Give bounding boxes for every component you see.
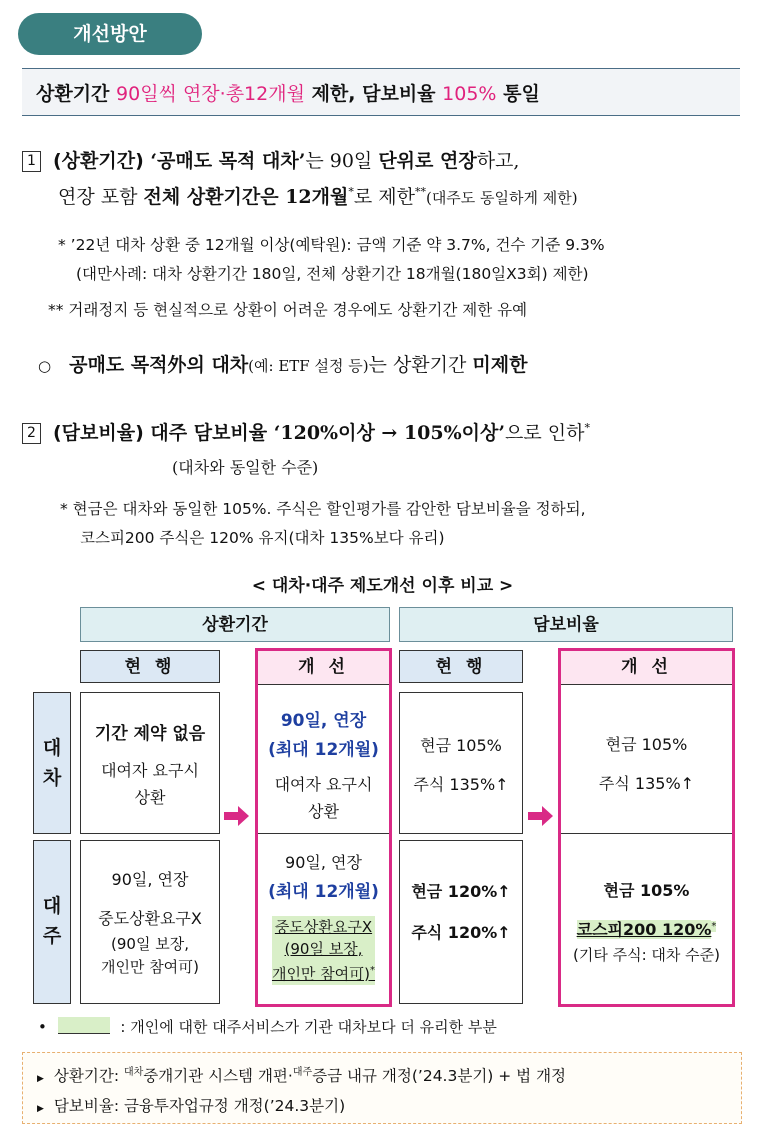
headline-part: 제한, 담보비율 [304, 83, 443, 105]
schedule-item [37, 1063, 566, 1086]
cell-borrowing-collateral-current [399, 840, 523, 1004]
cell-lending-repayment-new [258, 692, 389, 834]
schedule-box [22, 1052, 742, 1124]
item2-label: (담보비율) [53, 422, 151, 444]
item1-text: 는 90일 [305, 150, 379, 172]
cell-text: (90일 보장, [111, 935, 189, 953]
cell-text: 개인만 참여可) [100, 958, 200, 976]
circle-bullet: ○ [38, 357, 52, 375]
cell-borrowing-repayment-new [258, 840, 389, 1004]
triangle-bullet-icon: ▶ [37, 1104, 44, 1114]
row-label-borrowing [33, 840, 71, 1004]
circle-item-bold: 공매도 목적外의 대차 [69, 354, 249, 376]
cell-text: (최대 12개월) [268, 740, 379, 760]
row-label-text: 대주 [42, 895, 62, 947]
cell-text: 현금 105% [420, 736, 502, 755]
item1-text: 로 제한 [353, 186, 415, 208]
subheader-current-repayment: 현 행 [80, 650, 220, 683]
section-badge: 개선방안 [18, 13, 202, 55]
footnote-mark: * [711, 920, 717, 932]
item2-footnote1-cont: 코스피200 주식은 120% 유지(대차 135%보다 유리) [80, 529, 445, 547]
cell-lending-collateral-current [399, 692, 523, 834]
item2-footnote1: * 현금은 대차와 동일한 105%. 주식은 할인평가를 감안한 담보비율을 정하되, [60, 500, 586, 518]
headline-box [22, 68, 740, 116]
cell-text: (기타 주식: 대차 수준) [573, 946, 720, 964]
item1-text: 연장 포함 [58, 186, 144, 208]
cell-lending-repayment-current [80, 692, 220, 834]
item1-footnote1: * ’22년 대차 상환 중 12개월 이상(예탁원): 금액 기준 약 3.7%, 건수 기준 9.3% [58, 236, 605, 254]
item1-line1 [22, 146, 519, 173]
item-number-box: 2 [22, 423, 41, 444]
cell-text: (최대 12개월) [268, 882, 379, 902]
headline-text [36, 79, 540, 106]
item1-footnote1-cont: (대만사례: 대차 상환기간 180일, 전체 상환기간 18개월(180일X3회) 제한) [76, 265, 589, 283]
cell-text: 주식 120%↑ [411, 923, 511, 942]
cell-text: 상환 [134, 788, 166, 807]
item2-line1 [22, 418, 590, 445]
schedule-text: 증금 내규 개정(’24.3분기) + 법 개정 [312, 1067, 567, 1086]
cell-text: 현금 105% [605, 735, 688, 754]
headline-part: 통일 [496, 83, 540, 105]
subheader-current-collateral: 현 행 [399, 650, 523, 683]
item1-line2 [58, 182, 578, 209]
highlighted-text: 중도상환요구X [272, 916, 375, 938]
highlighted-text: 코스피200 120% [576, 920, 712, 939]
cell-text: 대여자 요구시 [274, 775, 373, 794]
cell-text: 기간 제약 없음 [94, 724, 206, 744]
subheader-new-collateral: 개 선 [561, 651, 732, 685]
cell-text: 중도상환요구X [98, 909, 202, 928]
row-label-lending [33, 692, 71, 834]
schedule-text: 중개기관 시스템 개편· [143, 1067, 293, 1086]
schedule-sup: 대주 [292, 1067, 313, 1078]
schedule-text: 담보비율: 금융투자업규정 개정(’24.3분기) [53, 1097, 346, 1115]
cell-lending-collateral-new [561, 692, 732, 834]
item2-text: 으로 인하 [504, 422, 585, 444]
item2-sub: (대차와 동일한 수준) [172, 458, 319, 477]
item1-bold: 단위로 연장 [378, 150, 477, 172]
item1-bold: 전체 상환기간은 12개월 [143, 186, 349, 208]
item1-footnote2: ** 거래정지 등 현실적으로 상환이 어려운 경우에도 상환기간 제한 유예 [48, 301, 528, 319]
legend-text: : 개인에 대한 대주서비스가 기관 대차보다 더 유리한 부분 [120, 1018, 497, 1036]
footnote-mark: * [370, 965, 376, 976]
circle-item-bold: 미제한 [472, 354, 528, 376]
item2-bold: 대주 담보비율 ‘120%이상 → 105%이상’ [150, 422, 505, 444]
headline-highlight: 105% [442, 83, 497, 105]
row-label-text: 대차 [42, 737, 62, 789]
cell-text: 현금 120%↑ [411, 882, 511, 901]
headline-highlight: 90일씩 연장·총12개월 [116, 83, 305, 105]
circle-item-text: 는 상환기간 [368, 354, 473, 376]
right-arrow-icon [528, 806, 554, 826]
highlighted-text: 개인만 참여可) [271, 965, 371, 983]
item1-note-inline: (대주도 동일하게 제한) [425, 189, 578, 207]
highlighted-text: (90일 보장, [272, 938, 375, 960]
category-header-collateral: 담보비율 [399, 607, 733, 642]
legend-swatch [58, 1017, 110, 1034]
schedule-item [37, 1094, 345, 1116]
triangle-bullet-icon: ▶ [37, 1074, 44, 1085]
headline-part: 상환기간 [36, 83, 117, 105]
cell-borrowing-collateral-new [561, 840, 732, 1004]
category-header-repayment: 상환기간 [80, 607, 390, 642]
item1-label: (상환기간) [53, 150, 151, 172]
footnote-mark: * [584, 421, 590, 435]
table-title: < 대차·대주 제도개선 이후 비교 > [251, 576, 514, 596]
circle-item [38, 350, 527, 377]
item1-bold: ‘공매도 목적 대차’ [150, 150, 306, 172]
item1-text: 하고, [476, 150, 520, 172]
right-arrow-icon [224, 806, 250, 826]
schedule-sup: 대차 [123, 1067, 144, 1078]
cell-text: 주식 135%↑ [413, 775, 509, 794]
cell-text: 90일, 연장 [285, 853, 362, 872]
cell-text: 90일, 연장 [111, 870, 189, 889]
cell-text: 현금 105% [603, 881, 690, 900]
footnote-mark: ** [414, 185, 426, 199]
subheader-new-repayment: 개 선 [258, 651, 389, 685]
circle-item-example: (예: ETF 설정 등) [248, 357, 369, 375]
cell-borrowing-repayment-current [80, 840, 220, 1004]
cell-text: 상환 [308, 802, 339, 821]
legend [38, 1016, 497, 1037]
footnote-mark: * [348, 185, 354, 199]
legend-bullet: • [38, 1018, 47, 1036]
item-number-box: 1 [22, 151, 41, 172]
schedule-text: 상환기간: [53, 1067, 124, 1086]
cell-text: 주식 135%↑ [598, 774, 695, 793]
cell-text: 90일, 연장 [280, 711, 367, 731]
cell-text: 대여자 요구시 [101, 761, 199, 780]
